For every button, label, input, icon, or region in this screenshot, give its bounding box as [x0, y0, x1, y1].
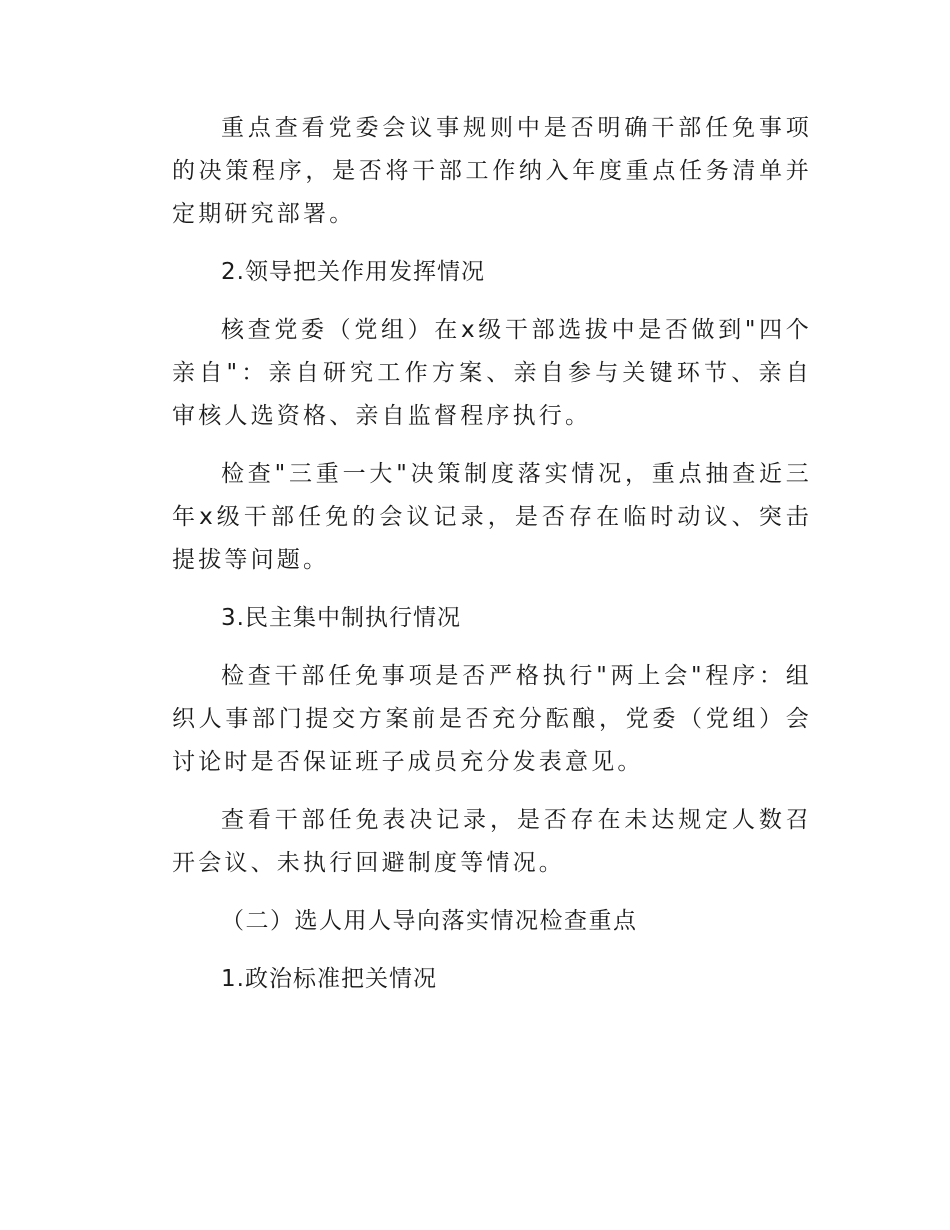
paragraph-voting-records: 查看干部任免表决记录，是否存在未达规定人数召开会议、未执行回避制度等情况。	[172, 807, 812, 876]
paragraph-three-important-one-large: 检查"三重一大"决策制度落实情况，重点抽查近三年x级干部任免的会议记录，是否存在临时动议、突击提拔等问题。	[172, 461, 812, 573]
paragraph-party-committee-rules: 重点查看党委会议事规则中是否明确干部任免事项的决策程序，是否将干部工作纳入年度重点任务清单并定期研究部署。	[172, 115, 812, 227]
document-body	[172, 107, 812, 1016]
heading-section-two: （二）选人用人导向落实情况检查重点	[221, 908, 638, 934]
paragraph-two-meetings-procedure: 检查干部任免事项是否严格执行"两上会"程序：组织人事部门提交方案前是否充分酝酿，党委（党组）会讨论时是否保证班子成员充分发表意见。	[172, 663, 812, 775]
paragraph-four-personally: 核查党委（党组）在x级干部选拔中是否做到"四个亲自"：亲自研究工作方案、亲自参与关键环节、亲自审核人选资格、亲自监督程序执行。	[172, 317, 812, 429]
heading-political-standard: 1.政治标准把关情况	[221, 966, 437, 992]
heading-leadership-gatekeeping: 2.领导把关作用发挥情况	[221, 259, 485, 285]
heading-democratic-centralism: 3.民主集中制执行情况	[221, 605, 461, 631]
